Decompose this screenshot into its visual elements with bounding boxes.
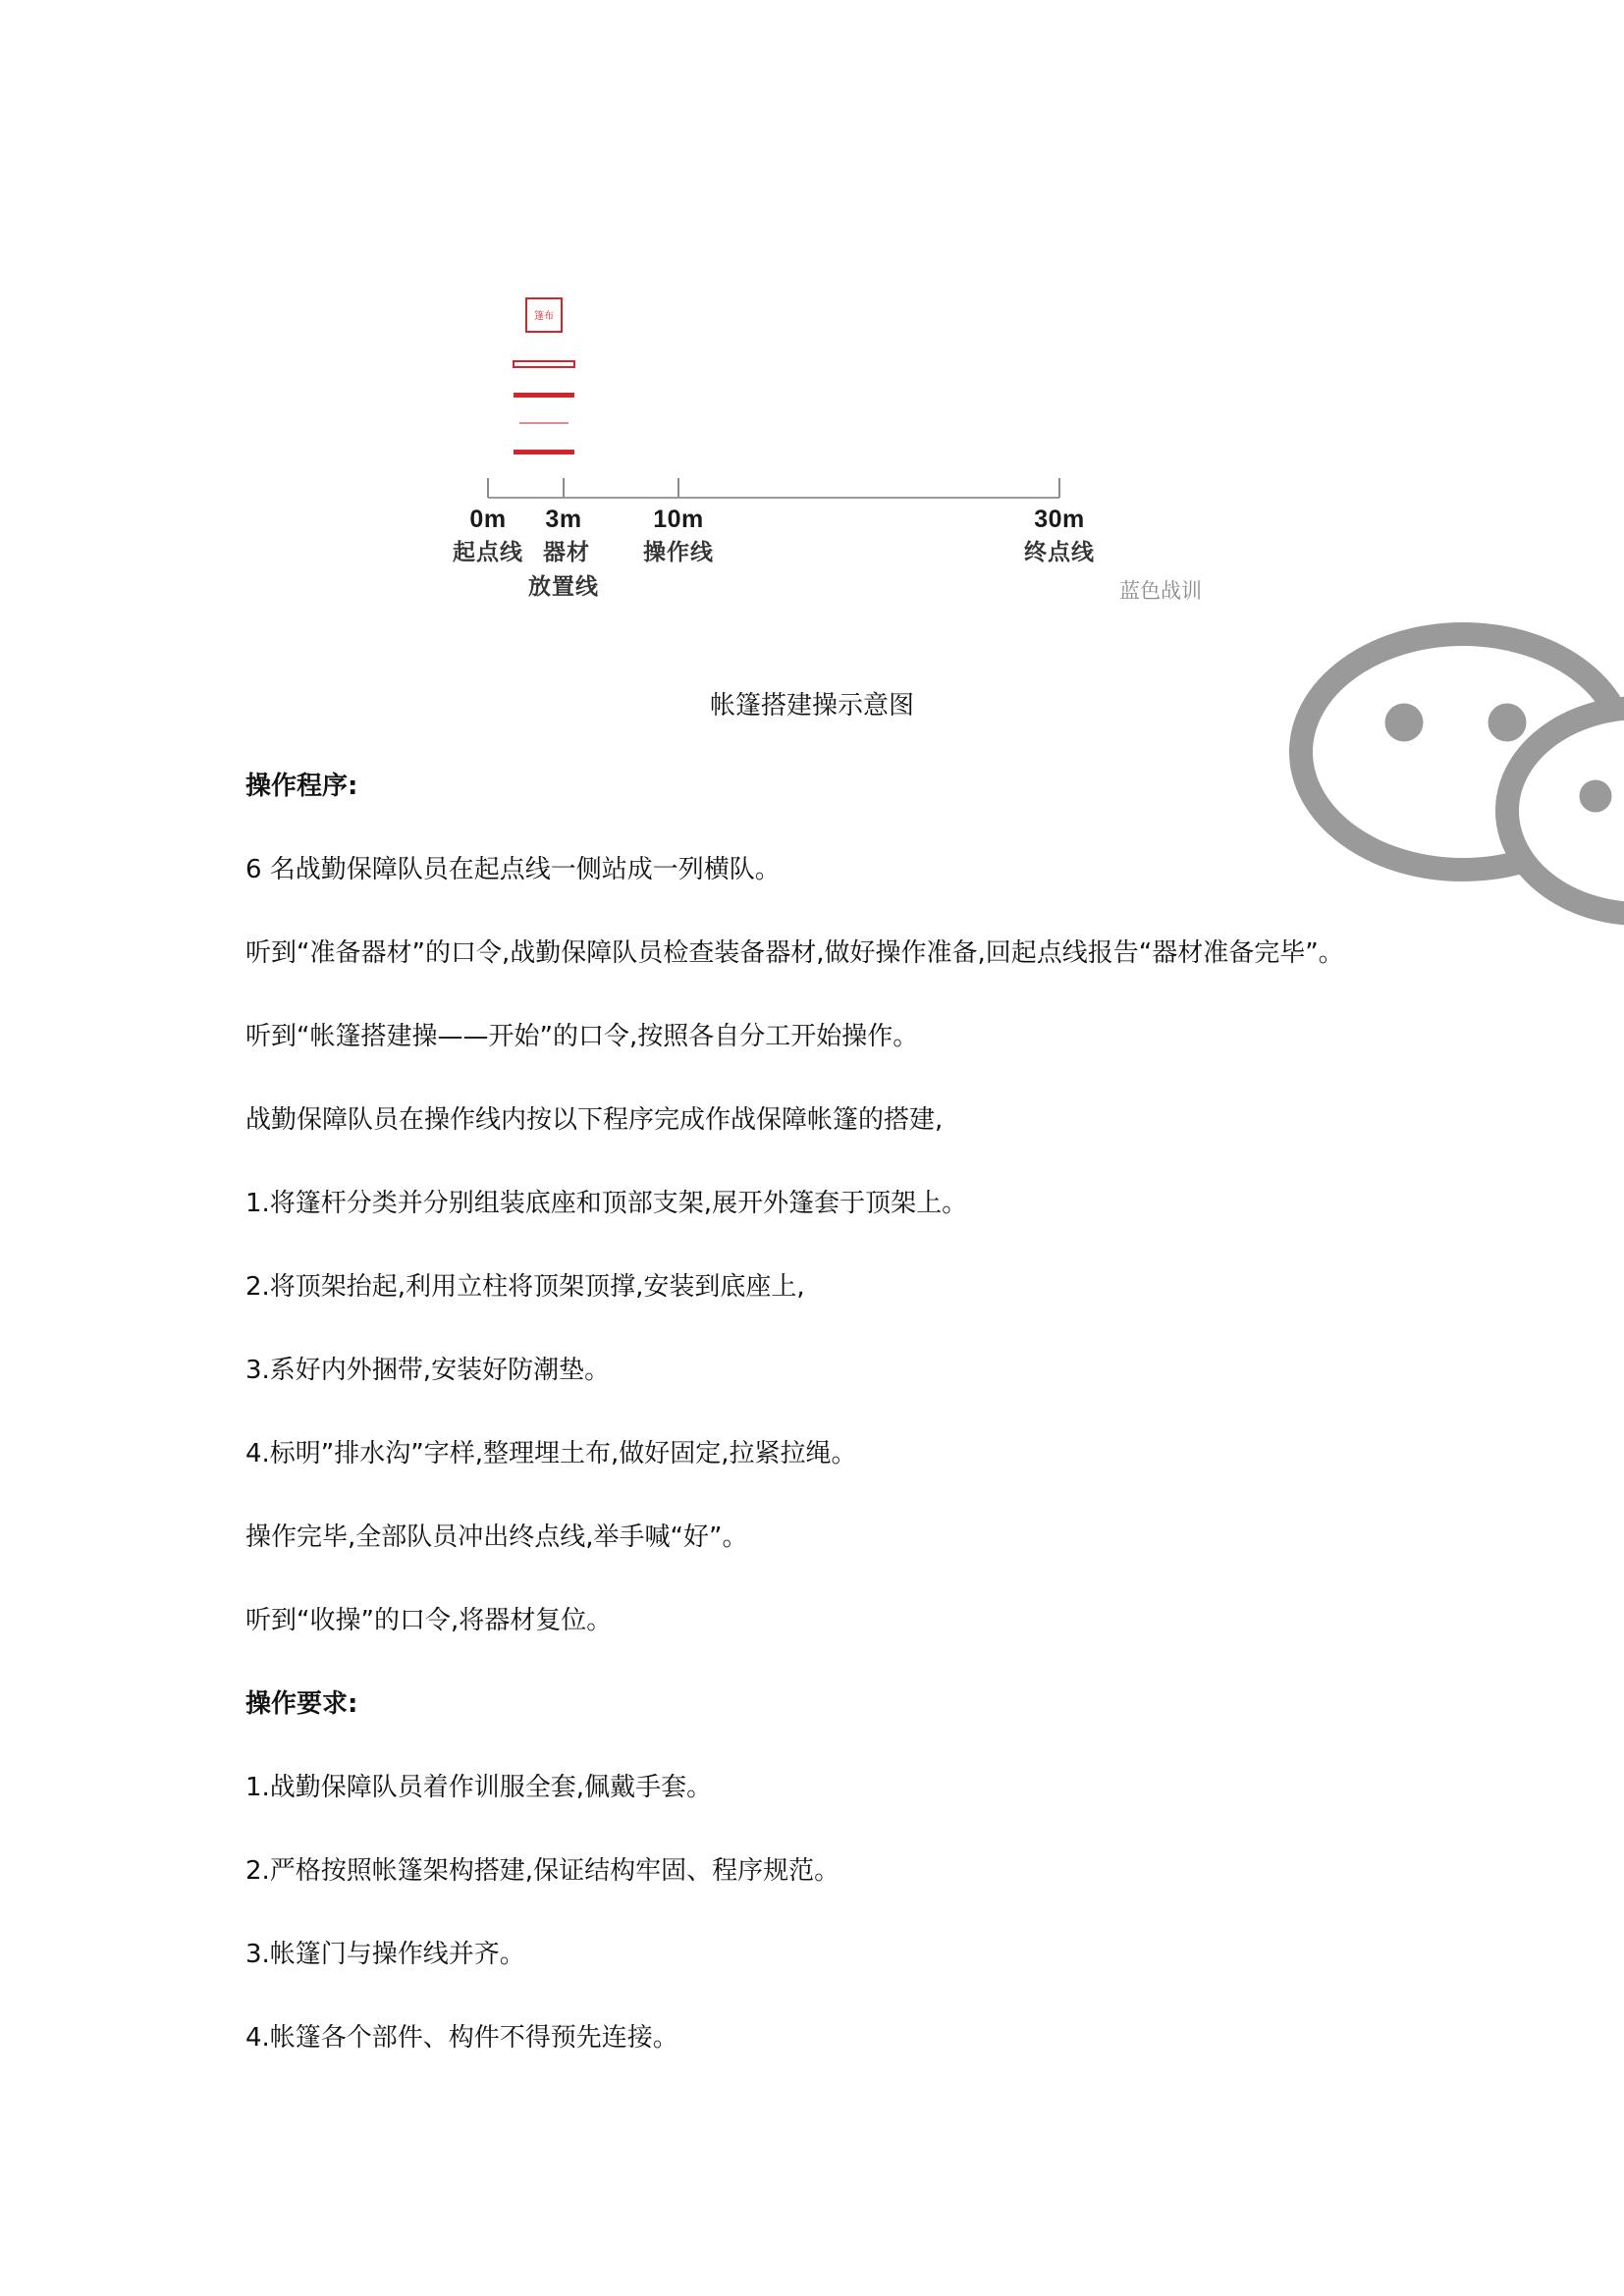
tick-name-operation-line: 操作线	[643, 539, 714, 565]
tent-setup-diagram	[432, 236, 1296, 618]
equipment-mark-thick-2	[514, 450, 574, 454]
paragraph: 6 名战勤保障队员在起点线一侧站成一列横队。	[245, 855, 781, 884]
section-heading-procedure: 操作程序:	[245, 772, 358, 801]
list-item: 4.标明”排水沟”字样,整理埋土布,做好固定,拉紧拉绳。	[245, 1439, 857, 1468]
list-item: 2.严格按照帐篷架构搭建,保证结构牢固、程序规范。	[245, 1856, 840, 1886]
list-item: 3.系好内外捆带,安装好防潮垫。	[245, 1356, 611, 1385]
section-heading-requirements: 操作要求:	[245, 1689, 358, 1719]
tick-name-start-line: 起点线	[453, 539, 523, 565]
tick-value-30m: 30m	[1034, 506, 1085, 533]
document-body	[245, 766, 1384, 2101]
watermark	[1119, 575, 1202, 605]
list-item: 4.帐篷各个部件、构件不得预先连接。	[245, 2023, 678, 2053]
tick-value-0m: 0m	[469, 506, 507, 533]
equipment-mark-outline	[514, 361, 574, 367]
tarp-flag-label: 篷布	[534, 311, 554, 322]
tick-value-10m: 10m	[653, 506, 704, 533]
list-item: 1.战勤保障队员着作训服全套,佩戴手套。	[245, 1773, 713, 1802]
figure-caption: 帐篷搭建操示意图	[709, 691, 914, 721]
paragraph: 听到“准备器材”的口令,战勤保障队员检查装备器材,做好操作准备,回起点线报告“器材准备完毕”。	[245, 938, 1344, 968]
tick-name-placement-line: 放置线	[528, 573, 599, 600]
paragraph: 战勤保障队员在操作线内按以下程序完成作战保障帐篷的搭建,	[245, 1105, 944, 1135]
equipment-mark-thick	[514, 393, 574, 398]
watermark-text: 蓝色战训	[1119, 579, 1202, 603]
equipment-mark-thin	[519, 422, 568, 424]
paragraph: 听到“帐篷搭建操——开始”的口令,按照各自分工开始操作。	[245, 1022, 919, 1051]
list-item: 2.将顶架抬起,利用立柱将顶架顶撑,安装到底座上,	[245, 1272, 805, 1302]
list-item: 3.帐篷门与操作线并齐。	[245, 1940, 525, 1969]
paragraph: 听到“收操”的口令,将器材复位。	[245, 1606, 613, 1635]
tick-name-finish-line: 终点线	[1024, 539, 1095, 565]
tick-value-3m: 3m	[545, 506, 582, 533]
paragraph: 操作完毕,全部队员冲出终点线,举手喊“好”。	[245, 1522, 748, 1552]
list-item: 1.将篷杆分类并分别组装底座和顶部支架,展开外篷套于顶架上。	[245, 1189, 968, 1218]
tick-name-equipment: 器材	[543, 539, 590, 565]
